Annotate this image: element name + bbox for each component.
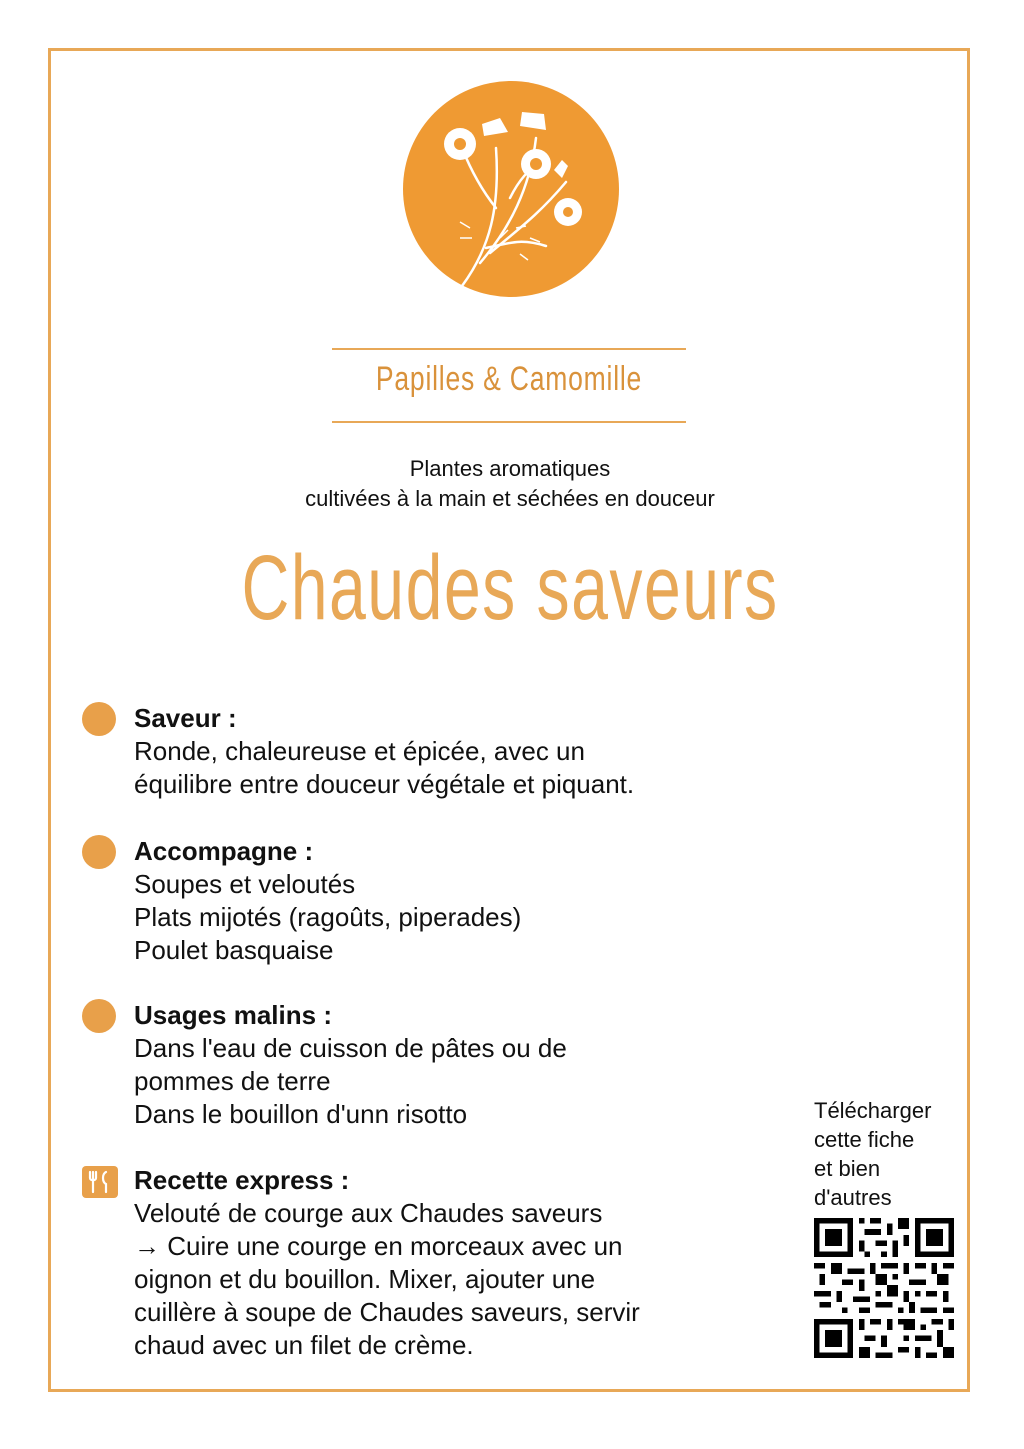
download-text — [814, 1096, 964, 1212]
download-line: d'autres — [814, 1185, 892, 1210]
section-line: Dans l'eau de cuisson de pâtes ou de — [134, 1033, 567, 1063]
download-line: cette fiche — [814, 1127, 915, 1152]
section-line: Ronde, chaleureuse et épicée, avec un — [134, 736, 585, 766]
tagline-line-2: cultivées à la main et séchées en douceur — [305, 486, 715, 511]
qr-code[interactable] — [814, 1218, 954, 1358]
brand-name: Papilles & Camomille — [375, 360, 643, 398]
tagline — [0, 454, 1020, 514]
chamomile-logo — [400, 78, 622, 300]
tagline-line-1: Plantes aromatiques — [409, 456, 611, 481]
section-line: pommes de terre — [134, 1066, 331, 1096]
section-line: équilibre entre douceur végétale et piquant. — [134, 769, 635, 799]
section-line: chaud avec un filet de crème. — [134, 1330, 474, 1360]
bullet-dot — [82, 702, 116, 736]
section-heading: Recette express : — [134, 1165, 350, 1195]
bullet-dot — [82, 835, 116, 869]
brand-rule-top — [332, 348, 686, 350]
section-line: oignon et du bouillon. Mixer, ajouter une — [134, 1264, 596, 1294]
bullet-dot — [82, 999, 116, 1033]
section-heading: Accompagne : — [134, 836, 314, 866]
download-line: et bien — [814, 1156, 881, 1181]
section-line: → Cuire une courge en morceaux avec un — [134, 1231, 623, 1261]
section-line: Poulet basquaise — [134, 935, 334, 965]
section-line: cuillère à soupe de Chaudes saveurs, servir — [134, 1297, 640, 1327]
section-heading: Saveur : — [134, 703, 237, 733]
product-title: Chaudes saveurs — [241, 537, 779, 639]
section-line: Velouté de courge aux Chaudes saveurs — [134, 1198, 603, 1228]
section-line: Plats mijotés (ragoûts, piperades) — [134, 902, 522, 932]
section-heading: Usages malins : — [134, 1000, 332, 1030]
brand-rule-bottom — [332, 421, 686, 423]
download-line: Télécharger — [814, 1098, 932, 1123]
section-line: Dans le bouillon d'unn risotto — [134, 1099, 468, 1129]
section-line: Soupes et veloutés — [134, 869, 356, 899]
fork-knife-icon — [82, 1166, 118, 1198]
